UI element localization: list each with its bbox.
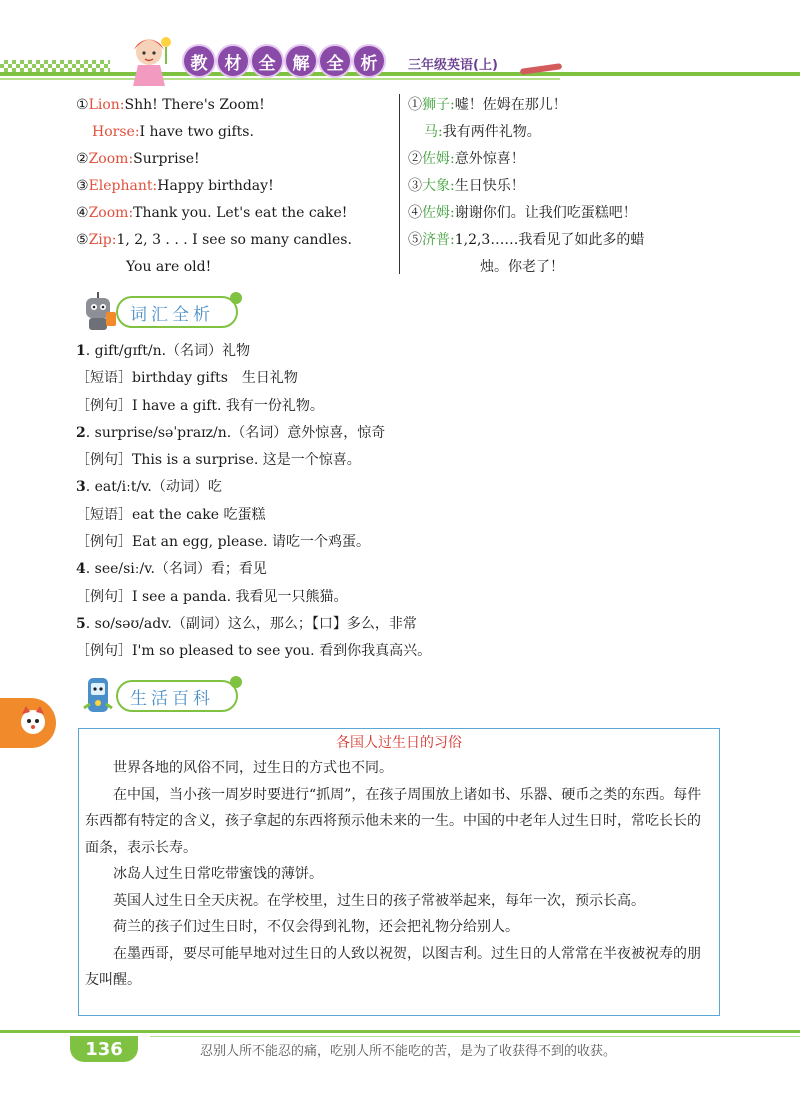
- page-header: [0, 0, 800, 90]
- dialogue-line: [76, 254, 394, 281]
- header-stripe-thin: [0, 78, 560, 80]
- entry-number: 2: [76, 424, 86, 441]
- vocab-text: ［例句］Eat an egg, please. 请吃一个鸡蛋。: [76, 534, 371, 551]
- robot-mascot-icon: [76, 290, 120, 334]
- vocab-line: [76, 556, 736, 583]
- life-section-title: 生活百科: [130, 688, 214, 709]
- line-number: ③: [76, 178, 89, 194]
- cat-mascot-icon: [18, 704, 48, 740]
- vocab-text: ［例句］I'm so pleased to see you. 看到你我真高兴。: [76, 643, 432, 660]
- dialogue-line: ①狮子:嘘！佐姆在那儿！: [408, 97, 567, 113]
- vocab-line: [76, 638, 736, 665]
- line-number: ⑤: [76, 232, 89, 248]
- line-text: You are old!: [126, 259, 212, 275]
- dialogue-line: ①Lion:Shh! There's Zoom!: [76, 97, 265, 113]
- line-number: ④: [76, 205, 89, 221]
- line-text: 意外惊喜！: [454, 151, 525, 167]
- vocab-line: [76, 338, 736, 365]
- dialogue-line: ③大象:生日快乐！: [408, 178, 525, 194]
- box-paragraph: 在墨西哥，要尽可能早地对过生日的人致以祝贺，以图吉利。过生日的人常常在半夜被祝寿的朋友叫醒。: [85, 945, 701, 988]
- dialogue-line: ②Zoom:Surprise!: [76, 151, 200, 167]
- vocab-line: [76, 447, 736, 474]
- speaker-name: 佐姆: [422, 151, 450, 167]
- dialogue-line: ⑤济普:1,2,3……我看见了如此多的蜡: [408, 232, 645, 248]
- line-number: ⑤: [408, 232, 422, 248]
- dialogue-english: [76, 92, 394, 281]
- title-char: 全: [252, 46, 282, 76]
- line-number: ①: [76, 97, 89, 113]
- vocab-text: . gift/ɡɪft/n.（名词）礼物: [85, 343, 251, 359]
- line-number: ①: [408, 97, 422, 113]
- life-section-title-pill: [116, 680, 238, 712]
- dialogue-line: ⑤Zip:1, 2, 3 . . . I see so many candles.: [76, 232, 352, 248]
- vocab-text: ［例句］I see a panda. 我看见一只熊猫。: [76, 588, 348, 605]
- speaker-name: 佐姆: [422, 205, 450, 221]
- title-char: 解: [286, 46, 316, 76]
- line-text: Surprise!: [133, 151, 200, 167]
- dialogue-line: ④佐姆:谢谢你们。让我们吃蛋糕吧！: [408, 205, 637, 221]
- box-paragraph: 世界各地的风俗不同，过生日的方式也不同。: [113, 760, 393, 776]
- header-checker-decoration: [0, 60, 110, 72]
- box-paragraph: 在中国，当小孩一周岁时要进行“抓周”，在孩子周围放上诸如书、乐器、硬币之类的东西。每件东西都有特定的含义，孩子拿起的东西将预示他未来的一生。中国的中老年人过生日时，常吃长长的面条，表示长寿。: [85, 786, 702, 856]
- vocab-line: [76, 529, 736, 556]
- green-dot-icon: [230, 292, 242, 304]
- line-text: 1, 2, 3 . . . I see so many candles.: [116, 232, 352, 248]
- vocab-text: ［例句］This is a surprise. 这是一个惊喜。: [76, 452, 361, 469]
- footer-line: [0, 1030, 800, 1033]
- vocab-text: . eat/iːt/v.（动词）吃: [85, 479, 222, 496]
- line-text: 嘘！佐姆在那儿！: [454, 97, 567, 113]
- speaker-name: 济普: [422, 232, 450, 248]
- vocab-line: [76, 584, 736, 611]
- speaker-name: Zoom: [88, 151, 129, 167]
- phone-mascot-icon: [76, 674, 120, 718]
- vocab-section-badge: [76, 294, 238, 330]
- title-char: 教: [184, 46, 214, 76]
- entry-number: 1: [76, 343, 86, 359]
- page-number: 136: [70, 1036, 138, 1062]
- speaker-name: 马: [424, 124, 438, 140]
- line-number: ③: [408, 178, 422, 194]
- vocab-text: . so/səʊ/adv.（副词）这么，那么；【口】多么，非常: [85, 615, 417, 632]
- speaker-name: 大象: [422, 178, 450, 194]
- grade-label: 三年级英语(上): [408, 58, 498, 73]
- speaker-name: Zoom: [88, 205, 129, 221]
- line-number: ④: [408, 205, 422, 221]
- line-text: I have two gifts.: [139, 124, 254, 140]
- vocab-text: ［短语］eat the cake 吃蛋糕: [76, 506, 266, 523]
- column-divider: [399, 94, 400, 274]
- box-paragraph: 荷兰的孩子们过生日时，不仅会得到礼物，还会把礼物分给别人。: [113, 919, 519, 935]
- line-text: Thank you. Let's eat the cake!: [133, 205, 348, 221]
- dialogue-line: Horse:I have two gifts.: [92, 124, 254, 140]
- speaker-name: Elephant: [88, 178, 153, 194]
- book-title: [184, 46, 384, 76]
- line-text: 烛。你老了！: [480, 259, 564, 275]
- entry-number: 4: [76, 561, 86, 578]
- dialogue-line: ④Zoom:Thank you. Let's eat the cake!: [76, 205, 348, 221]
- entry-number: 3: [76, 479, 86, 496]
- dialogue-line: ③Elephant:Happy birthday!: [76, 178, 274, 194]
- vocab-text: ［短语］birthday gifts 生日礼物: [76, 370, 298, 387]
- box-title: 各国人过生日的习俗: [336, 735, 462, 751]
- vocab-line: [76, 393, 736, 420]
- line-text: 谢谢你们。让我们吃蛋糕吧！: [454, 205, 637, 221]
- vocab-line: [76, 420, 736, 447]
- dialogue-chinese: [408, 92, 728, 281]
- speaker-name: Zip: [88, 232, 112, 248]
- vocab-line: [76, 365, 736, 392]
- vocab-line: [76, 611, 736, 638]
- side-tab: [0, 698, 56, 748]
- title-char: 材: [218, 46, 248, 76]
- dialogue-line: 马:我有两件礼物。: [424, 124, 541, 140]
- speaker-name: Lion: [88, 97, 120, 113]
- title-char: 全: [320, 46, 350, 76]
- line-text: 生日快乐！: [454, 178, 525, 194]
- vocab-line: [76, 502, 736, 529]
- cartoon-girl-icon: [120, 30, 178, 88]
- line-text: 我有两件礼物。: [442, 124, 541, 140]
- dialogue-line: [408, 254, 728, 281]
- dialogue-line: ②佐姆:意外惊喜！: [408, 151, 525, 167]
- line-text: Shh! There's Zoom!: [124, 97, 265, 113]
- birthday-customs-box: [78, 728, 720, 1016]
- vocab-text: . see/siː/v.（名词）看；看见: [85, 561, 267, 578]
- life-section-badge: [76, 678, 238, 714]
- footer-motto: 忍别人所不能忍的痛，吃别人所不能吃的苦，是为了收获得不到的收获。: [200, 1044, 617, 1059]
- vocab-line: [76, 474, 736, 501]
- vocab-section-title: 词汇全析: [130, 304, 214, 325]
- green-dot-icon: [230, 676, 242, 688]
- line-number: ②: [408, 151, 422, 167]
- line-text: 1,2,3……我看见了如此多的蜡: [454, 232, 645, 248]
- footer-line-thin: [150, 1036, 800, 1037]
- box-paragraph: 英国人过生日全天庆祝。在学校里，过生日的孩子常被举起来，每年一次，预示长高。: [113, 892, 645, 909]
- entry-number: 5: [76, 615, 86, 632]
- vocab-section-title-pill: [116, 296, 238, 328]
- vocab-text: ［例句］I have a gift. 我有一份礼物。: [76, 397, 324, 414]
- line-text: Happy birthday!: [157, 178, 274, 194]
- vocab-list: [76, 338, 736, 666]
- speaker-name: Horse: [92, 124, 135, 140]
- title-char: 析: [354, 46, 384, 76]
- speaker-name: 狮子: [422, 97, 450, 113]
- line-number: ②: [76, 151, 89, 167]
- box-paragraph: 冰岛人过生日常吃带蜜饯的薄饼。: [113, 866, 323, 882]
- vocab-text: . surprise/səˈpraɪz/n.（名词）意外惊喜，惊奇: [85, 424, 386, 441]
